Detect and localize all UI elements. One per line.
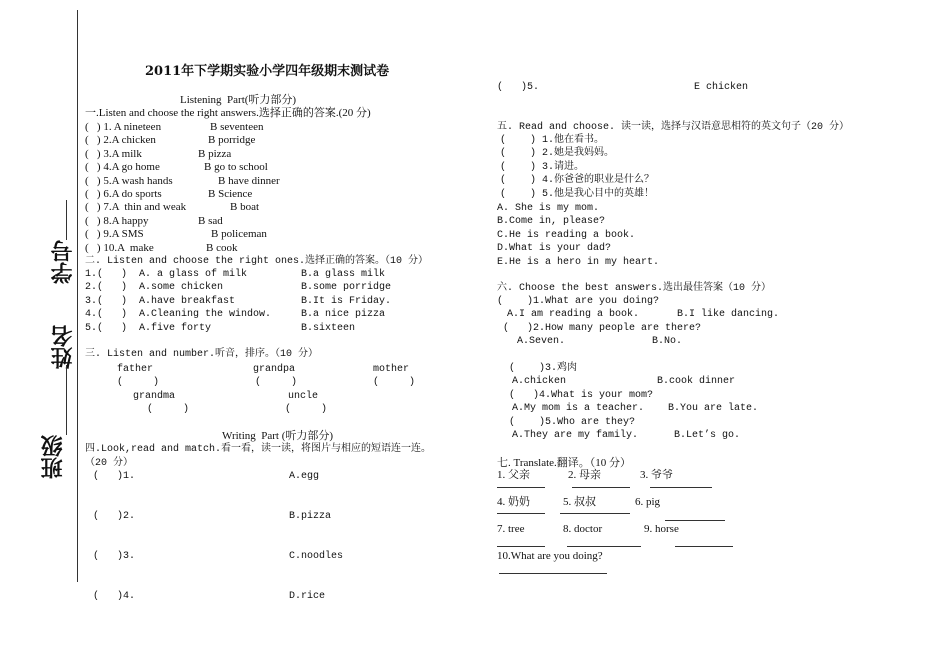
answer-option-b[interactable]: B.cook dinner [657,376,736,388]
question-option-b[interactable]: B seventeen [210,121,264,133]
question-option-a[interactable]: ( ) 6.A do sports [85,188,162,200]
chinese-sentence[interactable]: ( ) 5.他是我心目中的英雄！ [500,188,655,200]
question-option-b[interactable]: B.It is Friday. [301,295,392,307]
section4-heading: 四.Look,read and match.看一看，读一读，将图片与相应的短语连一连。 [85,444,432,455]
question[interactable]: ( )4.What is your mom? [509,390,654,401]
section6-heading: 六. Choose the best answers.选出最佳答案（10 分） [497,283,772,294]
section4-item-word: A.egg [289,471,320,482]
question-option-b[interactable]: B.sixteen [301,322,356,334]
question-option-a[interactable]: 1.( ) A. a glass of milk [85,269,248,280]
question-option-a[interactable]: ( ) 9.A SMS [85,228,144,241]
answer-line[interactable] [560,513,630,514]
question-option-b[interactable]: B cook [206,241,238,254]
translate-item: 10.What are you doing? [497,550,603,562]
question[interactable]: ( )1.What are you doing? [497,296,660,307]
question[interactable]: ( )3.鸡肉 [509,363,578,374]
section4-item-number[interactable]: ( )2. [93,511,136,522]
chinese-sentence[interactable]: ( ) 4.你爸爸的职业是什么？ [500,175,655,187]
answer-option-b[interactable]: B.No. [652,336,683,348]
word-uncle: uncle [288,391,319,402]
translate-item: 3. 爷爷 [640,469,673,481]
question-option-b[interactable]: B boat [230,201,260,214]
word-mother: mother [373,364,410,375]
word-father: father [117,364,154,375]
answer-option-a[interactable]: A.chicken [512,376,567,388]
answer-line[interactable] [497,546,545,547]
question-option-b[interactable]: B pizza [198,147,232,160]
answer-option-a[interactable]: A.They are my family. [512,430,639,442]
question-option-a[interactable]: ( ) 7.A thin and weak [85,201,187,214]
question[interactable]: ( )2.How many people are there? [503,323,702,334]
binding-line [77,10,78,582]
listening-part-heading: Listening Part(听力部分) [180,94,297,106]
name-blank-line [66,365,67,435]
question-option-a[interactable]: 2.( ) A.some chicken [85,282,224,294]
answer-option-b[interactable]: B.Let’s go. [674,430,741,442]
section1-heading: 一.Listen and choose the right answers.选择正确的答案.(20 分) [85,107,371,119]
question-option-b[interactable]: B porridge [208,134,256,147]
question-option-b[interactable]: B.a glass milk [301,269,386,280]
translate-item: 8. doctor [563,523,603,535]
blank-grandma[interactable]: ( ) [147,404,190,415]
word-grandma: grandma [133,391,176,402]
translate-item: 9. horse [644,523,679,535]
english-option: B.Come in, please? [497,216,606,228]
blank-grandpa[interactable]: ( ) [255,377,298,388]
section4-item-word: D.rice [289,591,326,602]
number-blank-line [66,200,67,240]
section3-heading: 三. Listen and number.听音，排序。（10 分） [85,349,319,360]
answer-line[interactable] [497,513,545,514]
question-option-b[interactable]: B.some porridge [301,282,392,294]
section4-item-number[interactable]: ( )3. [93,551,136,562]
answer-line[interactable] [567,546,641,547]
section7-heading: 七. Translate.翻译。（10 分） [497,457,632,469]
answer-line[interactable] [675,546,733,547]
english-option: E.He is a hero in my heart. [497,256,660,268]
question-option-a[interactable]: ( ) 3.A milk [85,147,142,160]
chinese-sentence[interactable]: ( ) 2.她是我妈妈。 [500,148,615,160]
page-title: 2011年下学期实验小学四年级期末测试卷 [145,64,390,79]
question-option-a[interactable]: ( ) 1. A nineteen [85,121,162,133]
question-option-b[interactable]: B sad [198,214,223,227]
section5-heading: 五. Read and choose. 读一读，选择与汉语意思相符的英文句子（20 分） [497,122,850,133]
class-label: 班级 [41,435,66,479]
section4-item-number[interactable]: ( )1. [93,471,136,482]
blank-father[interactable]: ( ) [117,377,160,388]
section4-item-number[interactable]: ( )4. [93,591,136,602]
translate-item: 6. pig [635,496,661,508]
question-option-a[interactable]: 4.( ) A.Cleaning the window. [85,309,272,321]
question-option-a[interactable]: ( ) 10.A make [85,241,154,254]
name-label: 姓名 [51,325,76,369]
blank-mother[interactable]: ( ) [373,377,416,388]
question-option-b[interactable]: B go to school [204,161,268,174]
answer-option-b[interactable]: B.You are late. [668,403,759,415]
student-number-label: 学号 [51,240,76,284]
chinese-sentence[interactable]: ( ) 3.请进。 [500,161,585,173]
answer-line[interactable] [497,487,545,488]
answer-option-a[interactable]: A.I am reading a book. [507,309,640,321]
section2-heading: 二. Listen and choose the right ones.选择正确的答案。（10 分） [85,256,429,267]
answer-line[interactable] [650,487,712,488]
question-option-a[interactable]: ( ) 5.A wash hands [85,174,173,187]
english-option: A. She is my mom. [497,203,600,214]
translate-item: 2. 母亲 [568,469,601,481]
word-grandpa: grandpa [253,364,296,375]
english-option: C.He is reading a book. [497,229,636,241]
question-option-a[interactable]: ( ) 4.A go home [85,161,160,174]
question-option-a[interactable]: ( ) 8.A happy [85,214,149,227]
section4-item-word: C.noodles [289,551,344,562]
question-option-a[interactable]: 5.( ) A.five forty [85,322,212,334]
answer-option-a[interactable]: A.My mom is a teacher. [512,403,645,415]
answer-option-b[interactable]: B.I like dancing. [677,309,780,321]
translate-item: 1. 父亲 [497,469,530,481]
translate-item: 5. 叔叔 [563,496,596,508]
question[interactable]: ( )5.Who are they? [509,417,636,428]
section4-item-number[interactable]: ( )5. [497,82,540,93]
blank-uncle[interactable]: ( ) [285,404,328,415]
question-option-b[interactable]: B Science [208,188,253,200]
section4-score: （20 分） [85,458,134,469]
writing-part-heading: Writing Part (听力部分) [222,430,334,442]
chinese-sentence[interactable]: ( ) 1.他在看书。 [500,135,605,146]
answer-line[interactable] [572,487,630,488]
answer-line[interactable] [499,573,607,574]
section4-item-word: E chicken [694,82,749,93]
english-option: D.What is your dad? [497,243,612,255]
question-option-b[interactable]: B policeman [211,228,267,241]
answer-option-a[interactable]: A.Seven. [517,336,566,348]
translate-item: 4. 奶奶 [497,496,530,508]
answer-line[interactable] [665,520,725,521]
section4-item-word: B.pizza [289,511,332,522]
question-option-a[interactable]: 3.( ) A.have breakfast [85,295,236,307]
translate-item: 7. tree [497,523,525,535]
question-option-b[interactable]: B.a nice pizza [301,309,386,321]
question-option-a[interactable]: ( ) 2.A chicken [85,134,156,147]
question-option-b[interactable]: B have dinner [218,174,280,187]
